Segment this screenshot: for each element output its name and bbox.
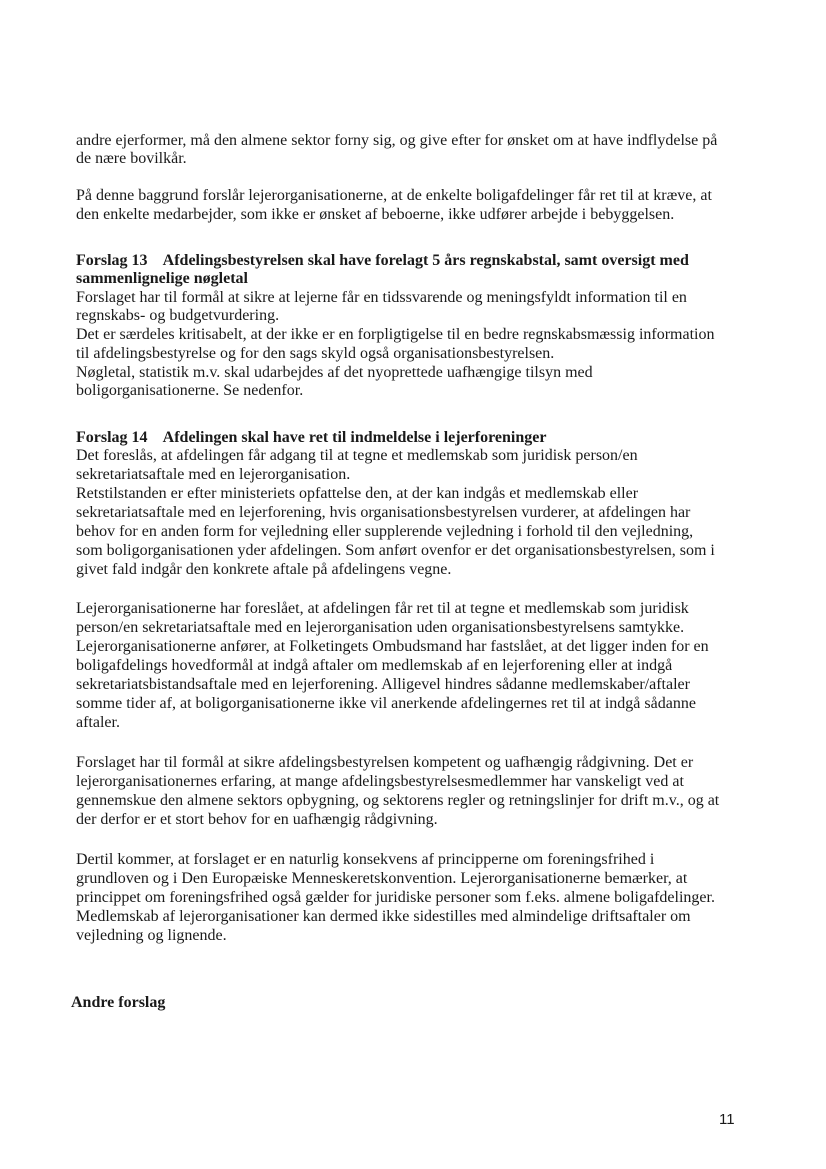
- intro-line: den enkelte medarbejder, som ikke er ønsket af beboerne, ikke udfører arbejde i bebyggelsen.: [76, 206, 675, 223]
- intro-line: de nære bovilkår.: [76, 150, 187, 167]
- forslag-14-text: Forslaget har til formål at sikre afdelingsbestyrelsen kompetent og uafhængig rådgivning. Det er: [76, 754, 694, 771]
- forslag-14-text: som boligorganisationen yder afdelingen. Som anført ovenfor er det organisationsbestyrelsen, som i: [76, 542, 715, 559]
- forslag-14-text: sekretariatsaftale med en lejerforening, hvis organisationsbestyrelsen vurderer, at afdelingen har: [76, 504, 691, 521]
- forslag-13-text: til afdelingsbestyrelse og for den sags skyld også organisationsbestyrelsen.: [76, 345, 555, 362]
- forslag-14-text: Lejerorganisationerne har foreslået, at afdelingen får ret til at tegne et medlemskab som juridisk: [76, 600, 689, 617]
- forslag-13-heading: sammenlignelige nøgletal: [76, 270, 248, 287]
- forslag-13-heading: Forslag 13 Afdelingsbestyrelsen skal have forelagt 5 års regnskabstal, samt oversigt med: [76, 252, 689, 269]
- forslag-14-text: behov for en anden form for vejledning eller supplerende vejledning i forhold til den vejledning,: [76, 523, 694, 540]
- intro-line: På denne baggrund forslår lejerorganisationerne, at de enkelte boligafdelinger får ret til at kræve, at: [76, 187, 712, 204]
- forslag-14-text: vejledning og lignende.: [76, 927, 227, 944]
- forslag-13-text: Nøgletal, statistik m.v. skal udarbejdes af det nyoprettede uafhængige tilsyn med: [76, 364, 593, 381]
- forslag-14-text: Lejerorganisationerne anfører, at Folketingets Ombudsmand har fastslået, at det ligger inden for en: [76, 638, 709, 655]
- forslag-14-text: boligafdelings hovedformål at indgå aftaler om medlemskab af en lejerforening eller at indgå: [76, 657, 673, 674]
- forslag-14-text: Dertil kommer, at forslaget er en naturlig konsekvens af principperne om foreningsfrihed i: [76, 851, 655, 868]
- forslag-13-text: regnskabs- og budgetvurdering.: [76, 307, 280, 324]
- forslag-14-text: lejerorganisationernes erfaring, at mange afdelingsbestyrelsesmedlemmer har vanskeligt ved at: [76, 773, 684, 790]
- forslag-14-text: Medlemskab af lejerorganisationer kan dermed ikke sidestilles med almindelige driftsaftaler om: [76, 908, 691, 925]
- forslag-14-text: gennemskue den almene sektors opbygning, og sektorens regler og retningslinjer for drift m.v., og at: [76, 792, 720, 809]
- forslag-14-text: princippet om foreningsfrihed også gælder for juridiske personer som f.eks. almene boligafdelinger.: [76, 889, 715, 906]
- intro-line: andre ejerformer, må den almene sektor forny sig, og give efter for ønsket om at have indflydelse på: [76, 132, 718, 149]
- forslag-14-text: Retstilstanden er efter ministeriets opfattelse den, at der kan indgås et medlemskab eller: [76, 485, 639, 502]
- forslag-14-text: person/en sekretariatsaftale med en lejerorganisation uden organisationsbestyrelsens samtykke.: [76, 619, 685, 636]
- forslag-13-text: Det er særdeles kritisabelt, at der ikke er en forpligtigelse til en bedre regnskabsmæssig information: [76, 326, 715, 343]
- forslag-14-text: grundloven og i Den Europæiske Menneskeretskonvention. Lejerorganisationerne bemærker, at: [76, 870, 688, 887]
- forslag-14-text: givet fald indgår den konkrete aftale på afdelingens vegne.: [76, 561, 452, 578]
- forslag-14-text: sekretariatsaftale med en lejerorganisation.: [76, 466, 351, 483]
- forslag-14-text: der derfor er et stort behov for en uafhængig rådgivning.: [76, 811, 438, 828]
- forslag-14-text: aftaler.: [76, 714, 120, 731]
- page-number: 11: [719, 1111, 735, 1128]
- forslag-14-heading: Forslag 14 Afdelingen skal have ret til indmeldelse i lejerforeninger: [76, 429, 547, 446]
- forslag-14-text: Det foreslås, at afdelingen får adgang til at tegne et medlemskab som juridisk person/en: [76, 447, 638, 464]
- section-heading-andre-forslag: Andre forslag: [71, 994, 166, 1011]
- forslag-13-text: Forslaget har til formål at sikre at lejerne får en tidssvarende og meningsfyldt information til en: [76, 289, 687, 306]
- forslag-14-text: somme tider af, at boligorganisationerne ikke vil anerkende afdelingernes ret til at indgå sådanne: [76, 695, 696, 712]
- forslag-14-text: sekretariatsbistandsaftale med en lejerforening. Alligevel hindres sådanne medlemskaber/aftaler: [76, 676, 690, 693]
- forslag-13-text: boligorganisationerne. Se nedenfor.: [76, 382, 304, 399]
